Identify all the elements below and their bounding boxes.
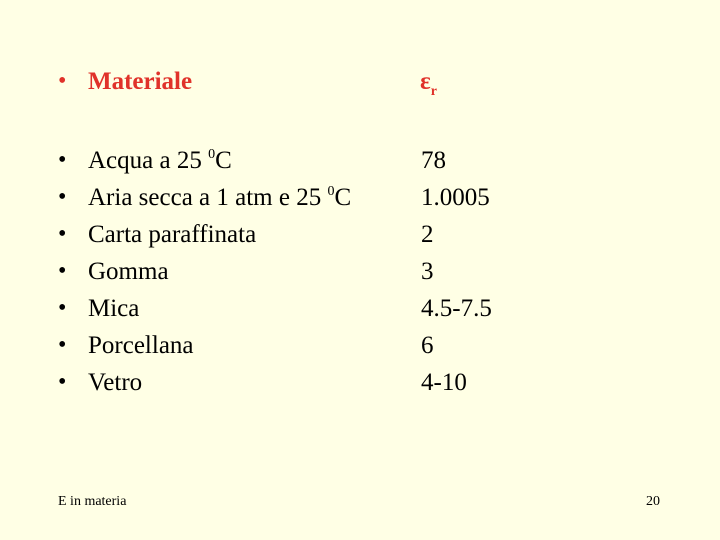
bullet-icon: • — [58, 258, 67, 284]
epsilon-symbol: ε — [420, 68, 431, 95]
permittivity-value: 3 — [421, 258, 434, 285]
permittivity-value: 2 — [421, 221, 434, 248]
permittivity-value: 78 — [421, 147, 446, 174]
material-name: Porcellana — [88, 332, 194, 359]
permittivity-value: 1.0005 — [421, 184, 490, 211]
material-list — [0, 147, 720, 406]
list-item — [0, 369, 720, 406]
superscript: 0 — [208, 147, 216, 162]
list-item — [0, 258, 720, 295]
material-name: Acqua a 25 $^0$C — [88, 147, 232, 174]
bullet-icon: • — [58, 369, 67, 395]
list-item — [0, 295, 720, 332]
material-name: Mica — [88, 295, 140, 322]
list-item — [0, 332, 720, 369]
material-name: Aria secca a 1 atm e 25 $^0$C — [88, 184, 352, 211]
permittivity-value: 4-10 — [421, 369, 467, 396]
bullet-icon: • — [58, 332, 67, 358]
material-name: Gomma — [88, 258, 169, 285]
material-name: Carta paraffinata — [88, 221, 257, 248]
list-item — [0, 221, 720, 258]
bullet-icon: • — [58, 184, 67, 210]
list-item — [0, 184, 720, 221]
permittivity-value: 4.5-7.5 — [421, 295, 492, 322]
superscript: 0 — [327, 184, 335, 199]
permittivity-value: 6 — [421, 332, 434, 359]
bullet-icon: • — [58, 68, 67, 94]
column-header-permittivity — [420, 68, 437, 100]
material-name: Vetro — [88, 369, 143, 396]
bullet-icon: • — [58, 295, 67, 321]
bullet-icon: • — [58, 147, 67, 173]
epsilon-subscript: r — [430, 84, 437, 99]
table-header — [0, 68, 720, 104]
footer-title: E in materia — [58, 494, 127, 509]
column-header-material: Materiale — [88, 68, 193, 95]
list-item — [0, 147, 720, 184]
page-number: 20 — [646, 494, 660, 509]
bullet-icon: • — [58, 221, 67, 247]
